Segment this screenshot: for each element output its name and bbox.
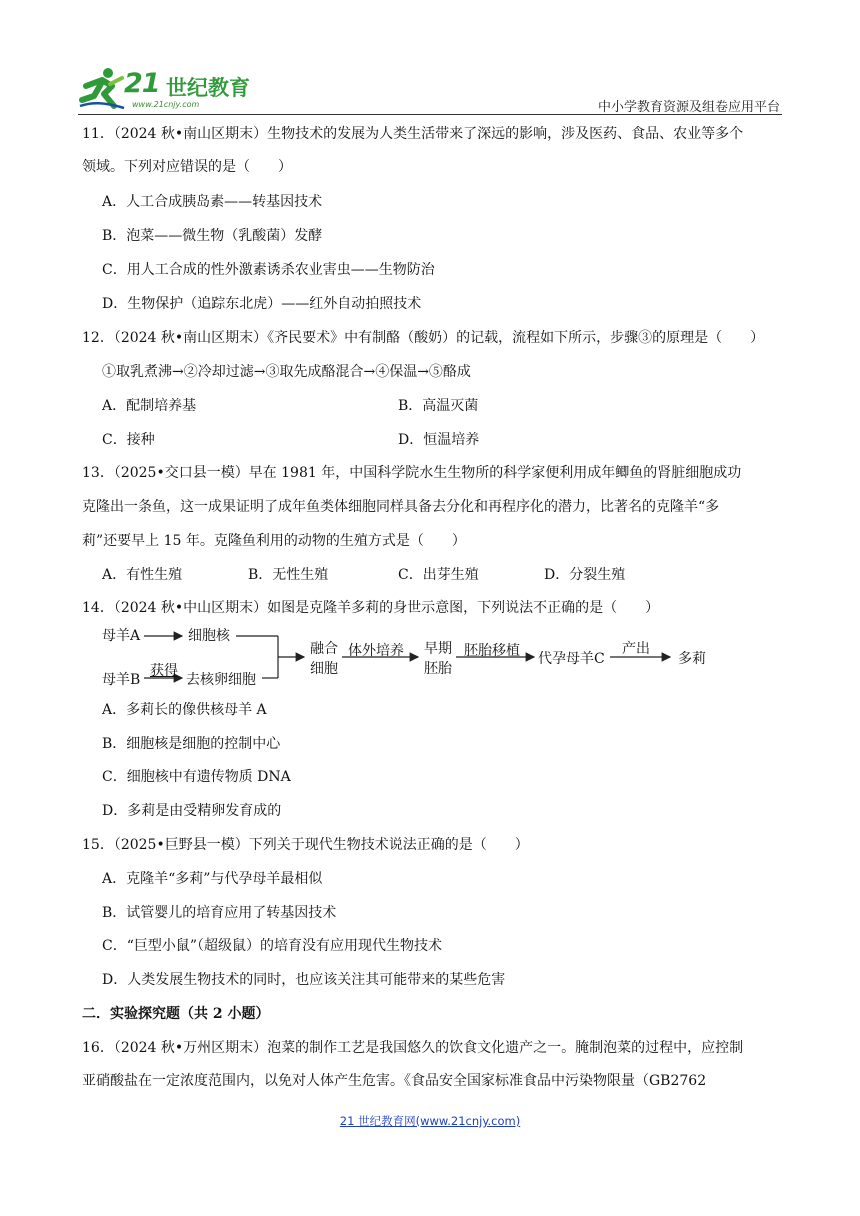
footer-link[interactable]: 21 世纪教育网(www.21cnjy.com) xyxy=(339,1114,521,1128)
q13-stem-line3: 莉”还要早上 15 年。克隆鱼利用的动物的生殖方式是（ ） xyxy=(82,533,466,549)
runner-logo-icon xyxy=(78,66,128,110)
q16-stem-line2: 亚硝酸盐在一定浓度范围内，以免对人体产生危害。《食品安全国家标准食品中污染物限量（GB2762 xyxy=(82,1073,707,1089)
q11-option-b[interactable]: B．泡菜——微生物（乳酸菌）发酵 xyxy=(102,228,323,244)
diagram-label-transfer: 胚胎移植 xyxy=(464,643,520,659)
diagram-fusion-line2: 细胞 xyxy=(310,661,338,677)
diagram-label-produce: 产出 xyxy=(622,641,650,657)
q12-option-c[interactable]: C．接种 xyxy=(102,432,155,448)
q12-option-b[interactable]: B．高温灭菌 xyxy=(398,398,479,414)
diagram-sheep-a: 母羊A xyxy=(102,628,141,644)
header-divider xyxy=(78,114,782,115)
site-logo xyxy=(78,64,278,114)
logo-url: www.21cnjy.com xyxy=(132,100,200,109)
q13-option-b[interactable]: B．无性生殖 xyxy=(248,567,329,583)
q12-flow-steps: ①取乳煮沸→②冷却过滤→③取先成酪混合→④保温→⑤酪成 xyxy=(102,364,471,380)
q13-stem-line2: 克隆出一条鱼，这一成果证明了成年鱼类体细胞同样具备去分化和再程序化的潜力，比著名的克隆羊“多 xyxy=(82,499,720,515)
q12-option-a[interactable]: A．配制培养基 xyxy=(102,398,197,414)
q14-option-c[interactable]: C．细胞核中有遗传物质 DNA xyxy=(102,769,291,785)
diagram-enucleated-egg: 去核卵细胞 xyxy=(186,672,256,688)
section-heading-experiment: 二．实验探究题（共 2 小题） xyxy=(82,1006,270,1022)
diagram-sheep-b: 母羊B xyxy=(102,672,141,688)
q15-option-d[interactable]: D．人类发展生物技术的同时，也应该关注其可能带来的某些危害 xyxy=(102,972,506,988)
q15-option-c[interactable]: C．“巨型小鼠”（超级鼠）的培育没有应用现代生物技术 xyxy=(102,938,443,954)
q13-option-a[interactable]: A．有性生殖 xyxy=(102,567,183,583)
diagram-label-obtain: 获得 xyxy=(150,663,178,679)
q16-stem-line1: 16．（2024 秋•万州区期末）泡菜的制作工艺是我国悠久的饮食文化遗产之一。腌制泡菜的过程中，应控制 xyxy=(82,1040,744,1056)
q15-option-b[interactable]: B．试管婴儿的培育应用了转基因技术 xyxy=(102,905,337,921)
q11-stem-line1: 11．（2024 秋•南山区期末）生物技术的发展为人类生活带来了深远的影响，涉及医药、食品、农业等多个 xyxy=(82,126,744,142)
q12-stem-line1: 12．（2024 秋•南山区期末）《齐民要术》中有制酪（酸奶）的记载，流程如下所示，步骤③的原理是（ ） xyxy=(82,330,765,346)
q14-option-d[interactable]: D．多莉是由受精卵发育成的 xyxy=(102,803,282,819)
q12-option-d[interactable]: D．恒温培养 xyxy=(398,432,480,448)
q15-stem-line1: 15．（2025•巨野县一模）下列关于现代生物技术说法正确的是（ ） xyxy=(82,837,529,853)
q11-option-c[interactable]: C．用人工合成的性外激素诱杀农业害虫——生物防治 xyxy=(102,262,435,278)
platform-name: 中小学教育资源及组卷应用平台 xyxy=(597,100,780,115)
q11-option-d[interactable]: D．生物保护（追踪东北虎）——红外自动拍照技术 xyxy=(102,296,422,312)
diagram-label-culture: 体外培养 xyxy=(348,643,404,659)
q13-option-d[interactable]: D．分裂生殖 xyxy=(544,567,626,583)
q11-stem-line2: 领域。下列对应错误的是（ ） xyxy=(82,159,292,175)
diagram-early-line1: 早期 xyxy=(424,641,452,657)
diagram-nucleus: 细胞核 xyxy=(188,628,230,644)
page-header xyxy=(78,64,782,116)
q11-option-a[interactable]: A．人工合成胰岛素——转基因技术 xyxy=(102,194,323,210)
diagram-early-line2: 胚胎 xyxy=(424,661,452,677)
q14-option-b[interactable]: B．细胞核是细胞的控制中心 xyxy=(102,736,281,752)
diagram-dolly: 多莉 xyxy=(678,651,706,667)
q14-stem-line1: 14．（2024 秋•中山区期末）如图是克隆羊多莉的身世示意图，下列说法不正确的是（ ） xyxy=(82,600,660,616)
diagram-fusion-line1: 融合 xyxy=(310,641,338,657)
logo-number: 21 xyxy=(124,68,160,99)
logo-wordmark: 世纪教育 xyxy=(166,76,250,100)
q15-option-a[interactable]: A．克隆羊“多莉”与代孕母羊最相似 xyxy=(102,871,323,887)
q14-option-a[interactable]: A．多莉长的像供核母羊 A xyxy=(102,702,267,718)
diagram-surrogate-c: 代孕母羊C xyxy=(538,651,605,667)
dolly-clone-diagram xyxy=(102,628,706,692)
q13-stem-line1: 13．（2025•交口县一模）早在 1981 年，中国科学院水生生物所的科学家便利用成年鲫鱼的肾脏细胞成功 xyxy=(82,465,742,481)
q13-option-c[interactable]: C．出芽生殖 xyxy=(398,567,479,583)
